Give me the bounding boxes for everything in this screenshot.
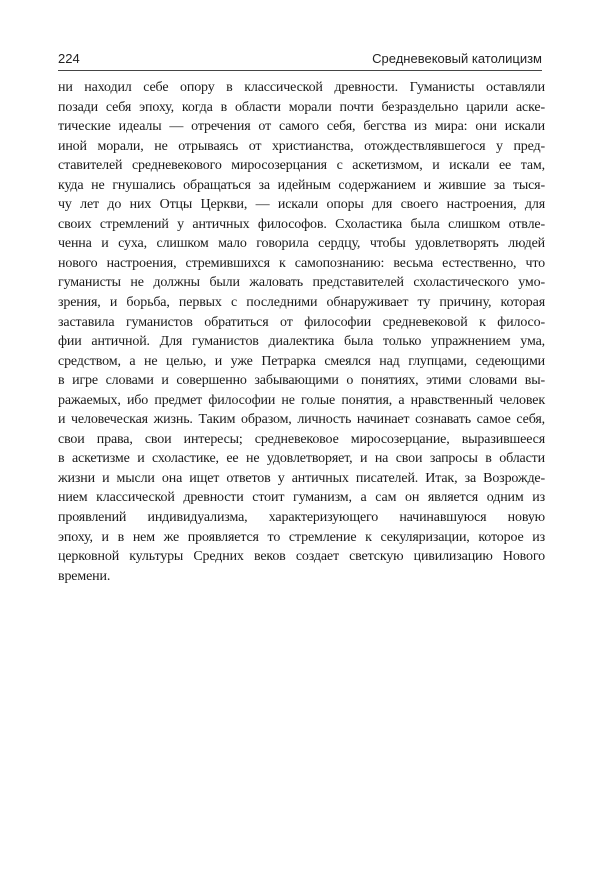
text-line: ставителей средневекового миросозерцания с аскетизмом, и искали ее там, bbox=[58, 158, 545, 174]
text-line: ни находил себе опору в классической древности. Гуманисты оставляли bbox=[58, 80, 545, 95]
text-line: времени. bbox=[58, 568, 111, 584]
text-line: заставила гуманистов обратиться от философии средневековой к филосо- bbox=[58, 314, 545, 330]
page-number: 224 bbox=[58, 51, 80, 66]
text-line: нового настроения, стремившихся к самопознанию: весьма естественно, что bbox=[58, 255, 545, 271]
text-line: ченна и суха, слишком мало говорила сердцу, чтобы удовлетворять людей bbox=[58, 236, 545, 252]
text-line: своих стремлений у античных философов. Схоластика была слишком отвле- bbox=[58, 216, 545, 232]
text-line: зрения, и борьба, первых с последними обнаруживает ту причину, которая bbox=[58, 295, 545, 311]
text-line: эпоху, и в нем же проявляется то стремление к секуляризации, которое из bbox=[58, 529, 545, 545]
text-line: свои права, свои интересы; средневековое миросозерцание, выразившееся bbox=[58, 431, 545, 447]
page-header bbox=[58, 51, 542, 71]
text-line: куда не гнушались обращаться за идейным содержанием и жившие за тыся- bbox=[58, 177, 545, 193]
text-line: церковной культуры Средних веков создает светскую цивилизацию Нового bbox=[58, 549, 545, 565]
text-line: гуманисты не должны были жаловать представителей схоластического умо- bbox=[58, 275, 545, 291]
text-line: нием классической древности стоит гуманизм, а сам он является одним из bbox=[58, 490, 545, 506]
text-line: в игре словами и совершенно забывающими о понятиях, этими словами вы- bbox=[58, 373, 545, 389]
header-rule bbox=[58, 70, 542, 71]
text-line: фии античной. Для гуманистов диалектика была только упражнением ума, bbox=[58, 334, 545, 350]
text-line: средством, а не целью, и уже Петрарка смеялся над глупцами, седеющими bbox=[58, 353, 545, 369]
text-line: тические идеалы — отречения от самого себя, бегства из мира: они искали bbox=[58, 119, 545, 135]
text-line: чу лет до них Отцы Церкви, — искали опоры для своего настроения, для bbox=[58, 197, 545, 213]
text-line: и человеческая жизнь. Таким образом, личность начинает сознавать самое себя, bbox=[58, 412, 545, 428]
text-line: иной морали, не отрываясь от христианства, отождествлявшегося у пред- bbox=[58, 138, 545, 154]
text-line: проявлений индивидуализма, характеризующего начинавшуюся новую bbox=[58, 510, 545, 526]
text-line: в аскетизме и схоластике, ее не удовлетворяет, и на свои запросы в области bbox=[58, 451, 545, 467]
text-line: позади себя эпоху, когда в области морали почти безраздельно царили аске- bbox=[58, 99, 545, 115]
text-line: жизни и мысли она ищет ответов у античных писателей. Итак, за Возрожде- bbox=[58, 470, 545, 486]
running-head: Средневековый католицизм bbox=[372, 51, 542, 66]
text-line: ражаемых, ибо предмет философии не голые понятия, а нравственный человек bbox=[58, 392, 545, 408]
body-text bbox=[58, 78, 545, 586]
